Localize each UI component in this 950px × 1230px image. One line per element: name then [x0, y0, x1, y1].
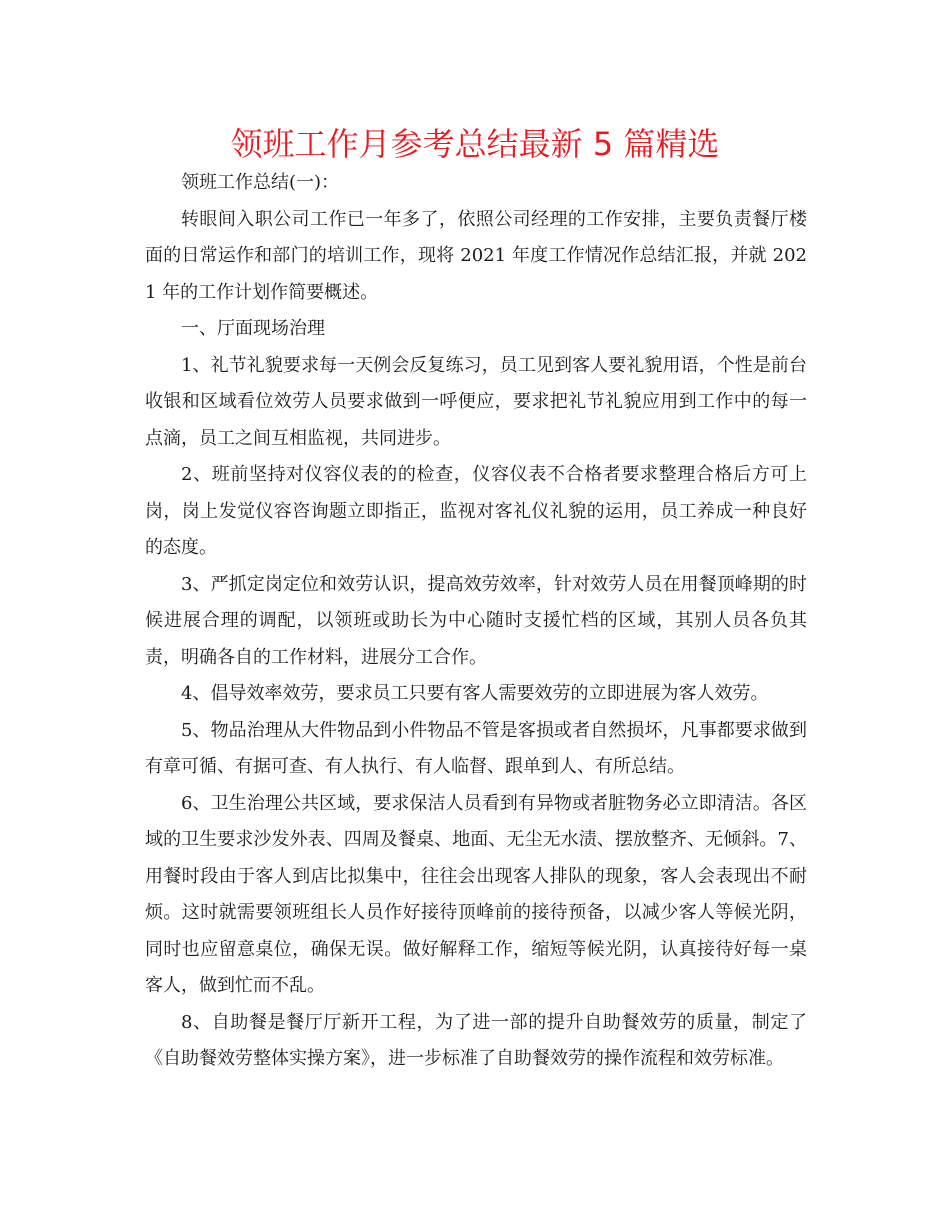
paragraph-item-3: 3、严抓定岗定位和效劳认识，提高效劳效率，针对效劳人员在用餐顶峰期的时候进展合理的调配，以领班或助长为中心随时支援忙档的区域，其别人员各负其责，明确各自的工作材料，进展分工合作。 — [145, 573, 807, 668]
document-body — [145, 165, 807, 1078]
document-title: 领班工作月参考总结最新 5 篇精选 — [230, 125, 720, 163]
paragraph-item-4: 4、倡导效率效劳，要求员工只要有客人需要效劳的立即进展为客人效劳。 — [181, 683, 769, 704]
paragraph-item-8: 8、自助餐是餐厅厅新开工程，为了进一部的提升自助餐效劳的质量，制定了《自助餐效劳整体实操方案》，进一步标准了自助餐效劳的操作流程和效劳标准。 — [145, 1011, 807, 1069]
intro-paragraph: 转眼间入职公司工作已一年多了，依照公司经理的工作安排，主要负责餐厅楼面的日常运作和部门的培训工作，现将 2021 年度工作情况作总结汇报，并就 2021 年的工作计划作简要概述。 — [145, 208, 807, 303]
subsection-heading: 一、厅面现场治理 — [181, 318, 325, 339]
paragraph-item-5: 5、物品治理从大件物品到小件物品不管是客损或者自然损坏，凡事都要求做到有章可循、有据可查、有人执行、有人临督、跟单到人、有所总结。 — [145, 719, 807, 777]
paragraph-item-2: 2、班前坚持对仪容仪表的的检查，仪容仪表不合格者要求整理合格后方可上岗，岗上发觉仪容咨询题立即指正，监视对客礼仪礼貌的运用，员工养成一种良好的态度。 — [145, 464, 807, 558]
section-heading: 领班工作总结(一)： — [181, 172, 340, 193]
paragraph-item-6-7: 6、卫生治理公共区域，要求保洁人员看到有异物或者脏物务必立即清洁。各区域的卫生要求沙发外表、四周及餐桌、地面、无尘无水渍、摆放整齐、无倾斜。7、用餐时段由于客人到店比拟集中，往往会出现客人排队的现象，客人会表现出不耐烦。这时就需要领班组长人员作好接待顶峰前的接待预备，以减少客人等候光阴，同时也应留意桌位，确保无误。做好解释工作，缩短等候光阴，认真接待好每一桌客人，做到忙而不乱。 — [145, 792, 807, 996]
paragraph-item-1: 1、礼节礼貌要求每一天例会反复练习，员工见到客人要礼貌用语，个性是前台收银和区域看位效劳人员要求做到一呼便应，要求把礼节礼貌应用到工作中的每一点滴，员工之间互相监视，共同进步。 — [145, 354, 807, 449]
